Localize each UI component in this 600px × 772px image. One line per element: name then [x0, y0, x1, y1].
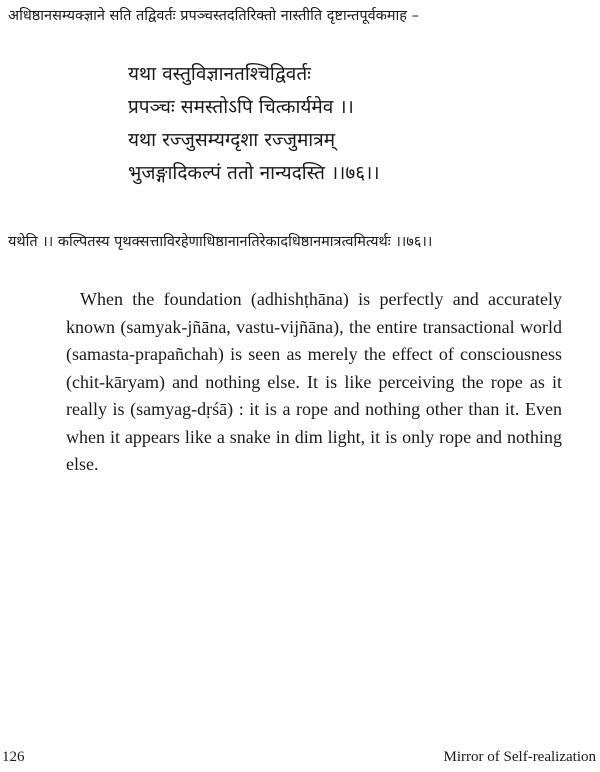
english-translation: When the foundation (adhishṭhāna) is perfectly and accurately known (samyak-jñāna, vastu-vijñāna), the entire transactional world (samasta-prapañchah) is seen as merely the effect of consciousness (chit-kāryam) and nothing else. It is like perceiving the rope as it really is (samyag-dṛśā) : it is a rope and nothing other than it. Even when it appears like a snake in dim light, it is only rope and nothing else.	[66, 289, 562, 474]
verse-line-2: प्रपञ्चः समस्तोऽपि चित्कार्यमेव ।।	[128, 96, 354, 118]
intro-sanskrit-line: अधिष्ठानसम्यक्ज्ञाने सति तद्विवर्तः प्रपञ्चस्तदतिरिक्तो नास्तीति दृष्टान्तपूर्वकमाह –	[8, 8, 419, 24]
verse-line-4: भुजङ्गादिकल्पं ततो नान्यदस्ति ।।७६।।	[128, 162, 380, 184]
verse-line-1: यथा वस्तुविज्ञानतश्चिद्विवर्तः	[128, 63, 312, 85]
sanskrit-verse	[128, 58, 548, 190]
sanskrit-commentary: यथेति ।। कल्पितस्य पृथक्सत्ताविरहेणाधिष्ठानानतिरेकादधिष्ठानमात्रत्वमित्यर्थः ।।७६।।	[8, 234, 433, 250]
running-title: Mirror of Self-realization	[443, 749, 596, 765]
verse-line-3: यथा रज्जुसम्यग्दृशा रज्जुमात्रम्	[128, 129, 336, 151]
page-number: 126	[2, 749, 25, 765]
